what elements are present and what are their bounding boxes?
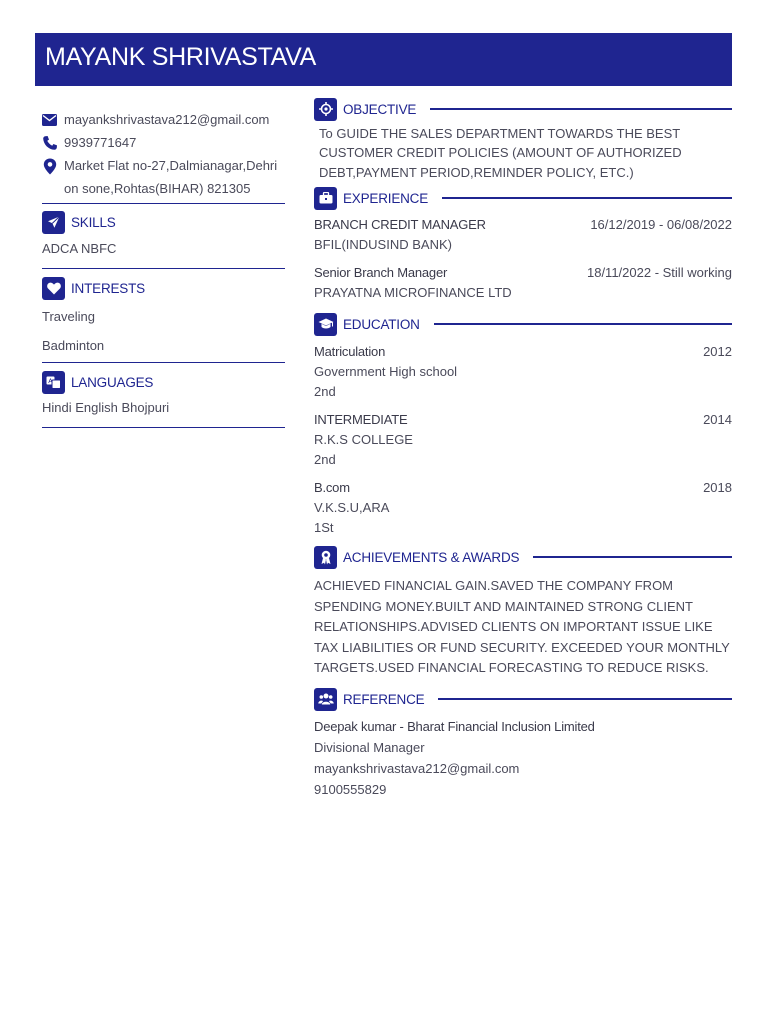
divider	[42, 362, 285, 363]
experience-title: EXPERIENCE	[343, 190, 429, 206]
section-rule	[533, 556, 732, 558]
school-name: V.K.S.U,ARA	[314, 500, 390, 515]
experience-entry	[314, 215, 732, 255]
candidate-name: MAYANK SHRIVASTAVA	[45, 43, 317, 71]
svg-text:A: A	[48, 376, 53, 385]
reference-email: mayankshrivastava212@gmail.com	[314, 761, 520, 776]
degree-name: B.com	[314, 480, 350, 495]
experience-entry	[314, 263, 732, 303]
contact-email	[42, 108, 285, 131]
degree-year: 2018	[703, 480, 732, 495]
reference-position: Divisional Manager	[314, 740, 425, 755]
objective-title: OBJECTIVE	[343, 101, 417, 117]
degree-name: INTERMEDIATE	[314, 412, 408, 427]
heart-icon	[42, 277, 65, 300]
divider	[42, 203, 285, 204]
contact-phone	[42, 131, 285, 154]
right-column	[314, 96, 732, 800]
education-title: EDUCATION	[343, 316, 420, 332]
degree-grade: 2nd	[314, 384, 336, 399]
divider	[42, 268, 285, 269]
phone-icon	[42, 135, 58, 151]
reference-name: Deepak kumar - Bharat Financial Inclusion Limited	[314, 719, 595, 734]
school-name: R.K.S COLLEGE	[314, 432, 413, 447]
left-column	[42, 108, 285, 428]
interests-title: INTERESTS	[71, 280, 145, 296]
reference-header	[314, 686, 732, 712]
education-entry	[314, 478, 732, 538]
section-rule	[438, 698, 732, 700]
education-header	[314, 311, 732, 337]
translate-icon	[42, 371, 65, 394]
achievements-header	[314, 544, 732, 570]
header-banner	[35, 33, 732, 86]
education-entry	[314, 410, 732, 470]
education-entry	[314, 342, 732, 402]
languages-title: LANGUAGES	[71, 374, 154, 390]
contact-address	[42, 154, 285, 200]
job-company: BFIL(INDUSIND BANK)	[314, 237, 452, 252]
school-name: Government High school	[314, 364, 458, 379]
skills-header	[42, 210, 285, 234]
envelope-icon	[42, 112, 58, 128]
job-role: Senior Branch Manager	[314, 265, 448, 280]
award-icon	[314, 546, 337, 569]
phone-text: 9939771647	[64, 135, 137, 150]
job-dates: 18/11/2022 - Still working	[586, 265, 732, 280]
skills-title: SKILLS	[71, 214, 116, 230]
briefcase-icon	[314, 187, 337, 210]
rocket-icon	[42, 211, 65, 234]
section-rule	[434, 323, 732, 325]
skills-text: ADCA NBFC	[42, 241, 117, 256]
languages-header	[42, 370, 285, 394]
degree-grade: 2nd	[314, 452, 336, 467]
reference-entry	[314, 717, 732, 800]
objective-text: To GUIDE THE SALES DEPARTMENT TOWARDS THE BEST CUSTOMER CREDIT POLICIES (AMOUNT OF AUTHORIZED DEBT,PAYMENT PERIOD,REMINDER POLICY, ETC.)	[319, 126, 682, 180]
degree-name: Matriculation	[314, 344, 386, 359]
divider	[42, 427, 285, 428]
users-icon	[314, 688, 337, 711]
reference-title: REFERENCE	[343, 691, 425, 707]
degree-year: 2012	[703, 344, 732, 359]
address-line-1: Market Flat no-27,Dalmianagar,Dehri	[64, 158, 278, 173]
job-company: PRAYATNA MICROFINANCE LTD	[314, 285, 512, 300]
section-rule	[442, 197, 732, 199]
degree-grade: 1St	[314, 520, 334, 535]
email-text: mayankshrivastava212@gmail.com	[64, 112, 270, 127]
reference-phone: 9100555829	[314, 782, 387, 797]
achievements-title: ACHIEVEMENTS & AWARDS	[343, 549, 520, 565]
experience-header	[314, 185, 732, 211]
map-pin-icon	[42, 158, 58, 174]
interest-item: Badminton	[42, 338, 105, 353]
job-dates: 16/12/2019 - 06/08/2022	[590, 217, 732, 232]
objective-header	[314, 96, 732, 122]
achievements-text: ACHIEVED FINANCIAL GAIN.SAVED THE COMPANY FROM SPENDING MONEY.BUILT AND MAINTAINED STRONG CLIENT RELATIONSHIPS.ADVISED CLIENTS ON IMPORTANT ISSUE LIKE TAX LIABILITIES OR FUND SECURITY. EXCEEDED YOUR MONTHLY TARGETS.USED FINANCIAL FORECASTING TO REDUCE RISKS.	[314, 578, 730, 675]
target-icon	[314, 98, 337, 121]
degree-year: 2014	[703, 412, 732, 427]
graduation-cap-icon	[314, 313, 337, 336]
address-line-2: on sone,Rohtas(BIHAR) 821305	[64, 181, 251, 196]
section-rule	[430, 108, 732, 110]
interest-item: Traveling	[42, 309, 95, 324]
interests-header	[42, 276, 285, 300]
job-role: BRANCH CREDIT MANAGER	[314, 217, 486, 232]
languages-text: Hindi English Bhojpuri	[42, 400, 170, 415]
